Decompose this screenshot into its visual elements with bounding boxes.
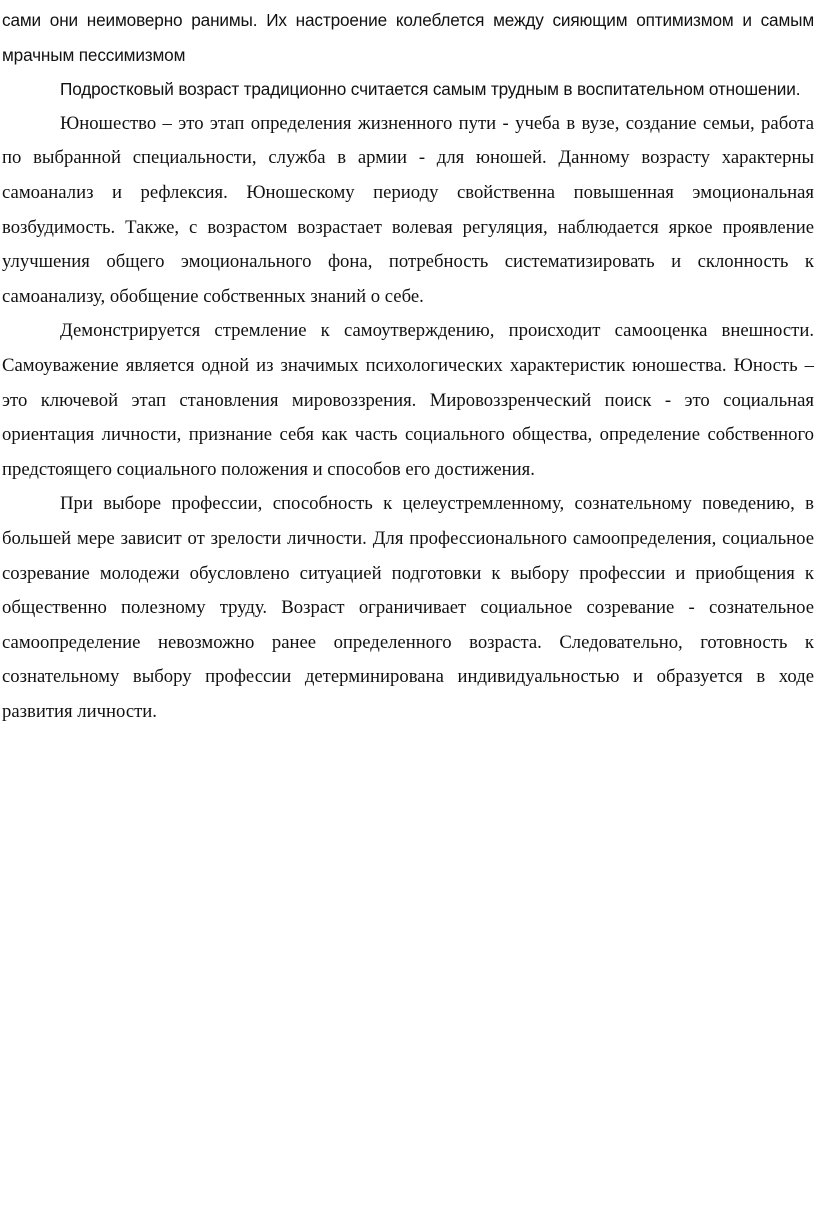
- paragraph-continuation: сами они неимоверно ранимы. Их настроение колеблется между сияющим оптимизмом и самым мрачным пессимизмом: [2, 10, 814, 65]
- paragraph-adolescence: Подростковый возраст традиционно считается самым трудным в воспитательном отношении.: [60, 79, 801, 100]
- paragraph-profession-choice: При выборе профессии, способность к целеустремленному, сознательному поведению, в большей мере зависит от зрелости личности. Для профессионального самоопределения, социальное созревание молодежи обусловлено ситуацией подготовки к выбору профессии и приобщения к общественно полезному труду. Возраст ограничивает социальное созревание - сознательное самоопределение невозможно ранее определенного возраста. Следовательно, готовность к сознательному выбору профессии детерминирована индивидуальностью и образуется в ходе развития личности.: [2, 493, 814, 722]
- document-body: [2, 3, 814, 729]
- paragraph-youth: Юношество – это этап определения жизненного пути - учеба в вузе, создание семьи, работа по выбранной специальности, служба в армии - для юношей. Данному возрасту характерны самоанализ и рефлексия. Юношескому периоду свойственна повышенная эмоциональная возбудимость. Также, с возрастом возрастает волевая регуляция, наблюдается яркое проявление улучшения общего эмоционального фона, потребность систематизировать и склонность к самоанализу, обобщение собственных знаний о себе.: [2, 112, 814, 307]
- paragraph-self-affirmation: Демонстрируется стремление к самоутверждению, происходит самооценка внешности. Самоуважение является одной из значимых психологических характеристик юношества. Юность – это ключевой этап становления мировоззрения. Мировоззренческий поиск - это социальная ориентация личности, признание себя как часть социального общества, определение собственного предстоящего социального положения и способов его достижения.: [2, 320, 814, 480]
